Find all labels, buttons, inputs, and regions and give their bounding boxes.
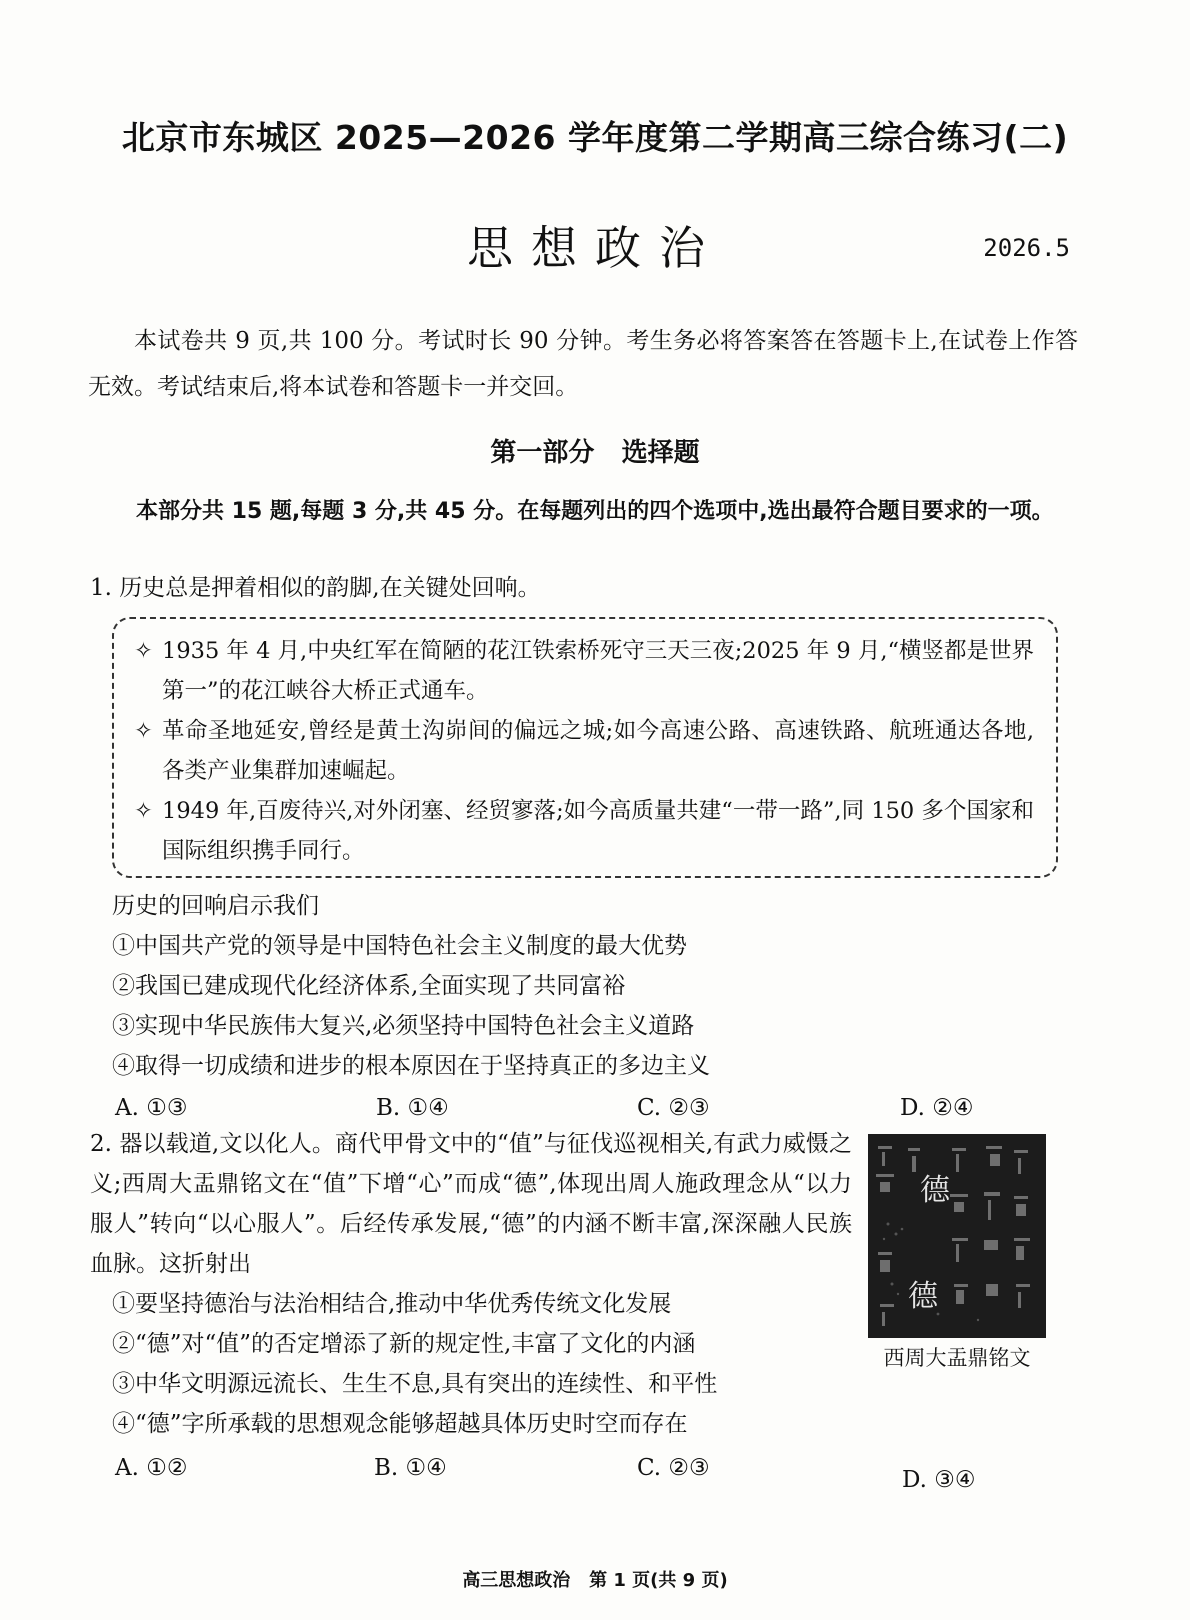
question-1-statement: ③实现中华民族伟大复兴,必须坚持中国特色社会主义道路 bbox=[112, 1013, 695, 1039]
section-title: 第一部分 选择题 bbox=[490, 438, 700, 468]
section-description: 本部分共 15 题,每题 3 分,共 45 分。在每题列出的四个选项中,选出最符合题目要求的一项。 bbox=[136, 499, 1054, 524]
inscription-rubbing-graphic bbox=[868, 1134, 1046, 1338]
question-1-statement: ④取得一切成绩和进步的根本原因在于坚持真正的多边主义 bbox=[112, 1053, 710, 1079]
exam-date: 2026.5 bbox=[983, 234, 1070, 262]
de-character-top: 德 bbox=[920, 1173, 950, 1208]
figure-caption: 西周大盂鼎铭文 bbox=[883, 1346, 1031, 1370]
question-1-choice-b: B. ①④ bbox=[376, 1095, 449, 1121]
question-1-material-box bbox=[112, 617, 1058, 878]
question-2-statement: ④“德”字所承载的思想观念能够超越具体历史时空而存在 bbox=[112, 1411, 688, 1437]
question-2-choice-a: A. ①② bbox=[115, 1455, 188, 1481]
question-2-statement: ③中华文明源远流长、生生不息,具有突出的连续性、和平性 bbox=[112, 1371, 718, 1397]
question-2-statement: ②“德”对“值”的否定增添了新的规定性,丰富了文化的内涵 bbox=[112, 1331, 696, 1357]
material-item: ✧ 1935 年 4 月,中央红军在简陋的花江铁索桥死守三天三夜;2025 年 9 月,“横竖都是世界第一”的花江峡谷大桥正式通车。 bbox=[134, 631, 1034, 711]
question-1-statement: ②我国已建成现代化经济体系,全面实现了共同富裕 bbox=[112, 973, 626, 999]
exam-instructions: 本试卷共 9 页,共 100 分。考试时长 90 分钟。考生务必将答案答在答题卡上,在试卷上作答无效。考试结束后,将本试卷和答题卡一并交回。 bbox=[88, 328, 1078, 400]
question-1-stem: 1. 历史总是押着相似的韵脚,在关键处回响。 bbox=[90, 575, 541, 601]
de-character-bottom: 德 bbox=[908, 1279, 938, 1314]
question-2-stem: 2. 器以载道,文以化人。商代甲骨文中的“值”与征伐巡视相关,有武力威慑之义;西周大盂鼎铭文在“值”下增“心”而成“德”,体现出周人施政理念从“以力服人”转向“以心服人”。后经传承发展,“德”的内涵不断丰富,深深融人民族血脉。这折射出 bbox=[90, 1131, 852, 1277]
question-2-choice-c: C. ②③ bbox=[637, 1455, 710, 1481]
question-1-choice-c: C. ②③ bbox=[637, 1095, 710, 1121]
diamond-bullet-icon: ✧ bbox=[134, 718, 153, 744]
question-1-choice-d: D. ②④ bbox=[900, 1095, 974, 1121]
subject-title: 思想政治 bbox=[467, 221, 723, 275]
material-item: ✧ 1949 年,百废待兴,对外闭塞、经贸寥落;如今高质量共建“一带一路”,同 150 多个国家和国际组织携手同行。 bbox=[134, 791, 1034, 871]
inscription-image bbox=[868, 1134, 1046, 1338]
material-item: ✧ 革命圣地延安,曾经是黄土沟峁间的偏远之城;如今高速公路、高速铁路、航班通达各地,各类产业集群加速崛起。 bbox=[134, 711, 1034, 791]
question-2-statement: ①要坚持德治与法治相结合,推动中华优秀传统文化发展 bbox=[112, 1291, 672, 1317]
diamond-bullet-icon: ✧ bbox=[134, 798, 153, 824]
exam-title: 北京市东城区 2025—2026 学年度第二学期高三综合练习(二) bbox=[121, 118, 1069, 157]
question-2-choice-b: B. ①④ bbox=[374, 1455, 447, 1481]
question-1-statement: ①中国共产党的领导是中国特色社会主义制度的最大优势 bbox=[112, 933, 687, 959]
page-footer: 高三思想政治 第 1 页(共 9 页) bbox=[462, 1570, 728, 1591]
diamond-bullet-icon: ✧ bbox=[134, 638, 153, 664]
question-1-lead: 历史的回响启示我们 bbox=[112, 893, 319, 919]
question-2-choice-d: D. ③④ bbox=[902, 1467, 976, 1493]
question-1-choice-a: A. ①③ bbox=[115, 1095, 188, 1121]
